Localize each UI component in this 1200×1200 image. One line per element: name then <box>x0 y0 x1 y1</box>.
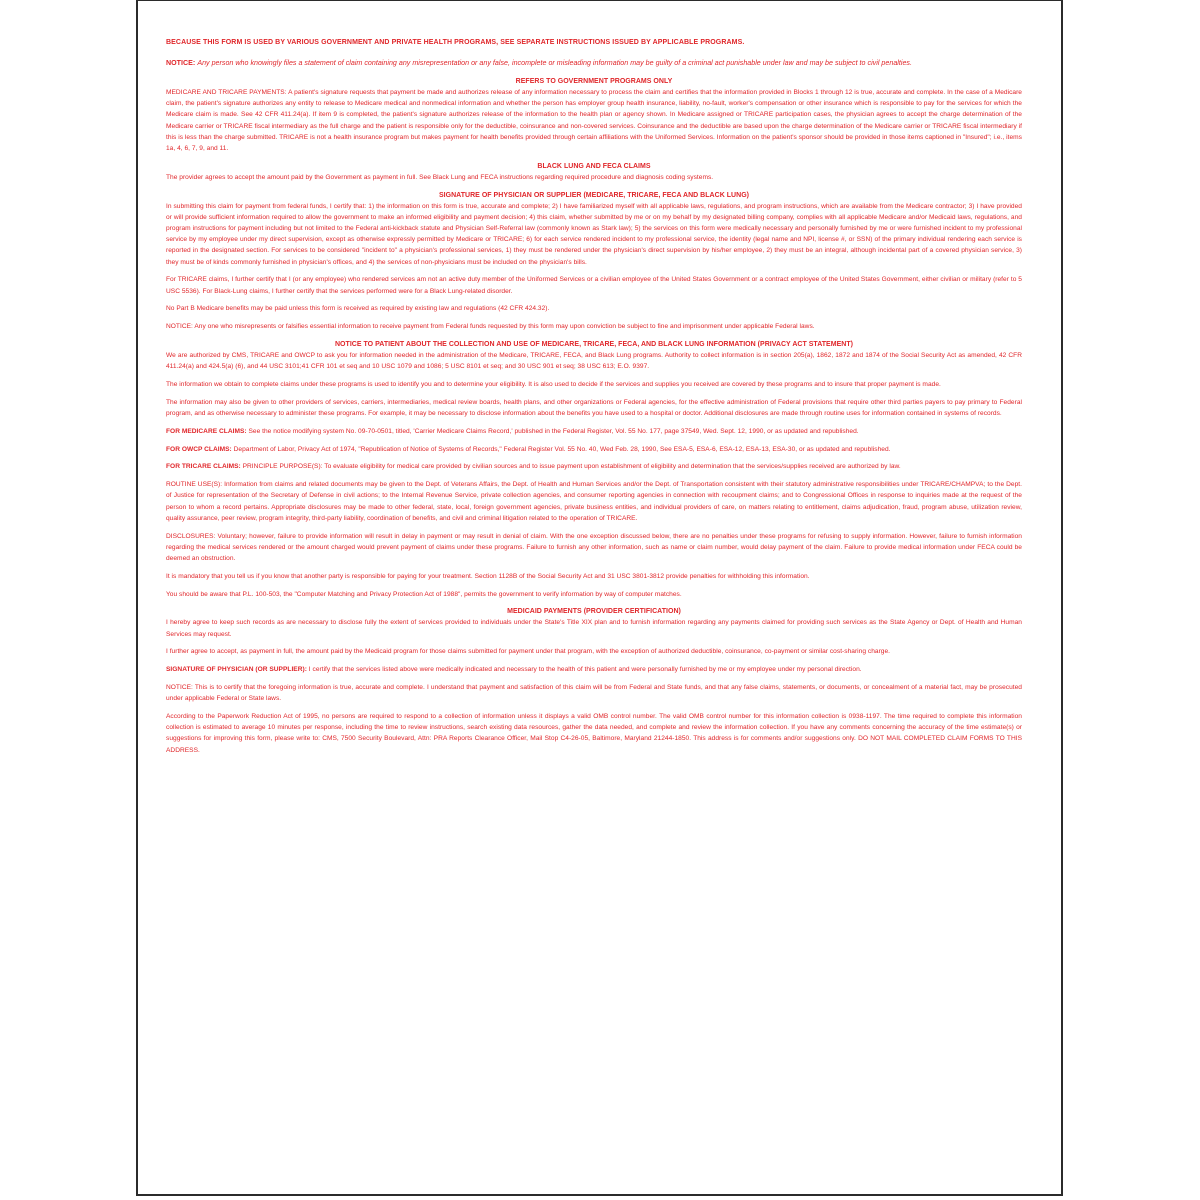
owcp-claims-text: Department of Labor, Privacy Act of 1974, "Republication of Notice of Systems of Records," Federal Register Vol. 55 No. 40, Wed Feb. 28, 1990, See ESA-5, ESA-6, ESA-12, ESA-13, ESA-30, or as updated and republished. <box>233 445 891 453</box>
top-notice-label: NOTICE: <box>166 59 196 68</box>
eligibility-para: The information we obtain to complete claims under these programs is used to identify you and to determine your eligibility. It is also used to decide if the services and supplies you received are covered by these programs and to insure that proper payment is made. <box>166 381 941 389</box>
medicare-claims-label: FOR MEDICARE CLAIMS: <box>166 427 247 435</box>
medicare-tricare-payments-para: MEDICARE AND TRICARE PAYMENTS: A patient's signature requests that payment be made and authorizes release of any information necessary to process the claim and certifies that the information provided in Blocks 1 through 12 is true, accurate and complete. In the case of a Medicare claim, the patient's signature authorizes any entity to release to Medicare medical and nonmedical information and whether the person has employer group health insurance, liability, no-fault, worker's compensation or other insurance which is responsible to pay for the services for which the Medicare claim is made. See 42 CFR 411.24(a). If item 9 is completed, the patient's signature authorizes release of the information to the health plan or agency shown. In Medicare assigned or TRICARE participation cases, the physician agrees to accept the charge determination of the Medicare carrier or TRICARE fiscal intermediary as the full charge and the patient is responsible only for the deductible, coinsurance and non-covered services. Coinsurance and the deductible are based upon the charge determination of the Medicare carrier or TRICARE fiscal intermediary if this is less than the charge submitted. TRICARE is not a health insurance program but makes payment for health benefits provided through certain affiliations with the Uniformed Services. Information on the patient's sponsor should be provided in those items captioned in "Insured"; i.e., items 1a, 4, 6, 7, 9, and 11. <box>166 89 1022 153</box>
mandatory-para: It is mandatory that you tell us if you know that another party is responsible for paying for your treatment. Section 1128B of the Social Security Act and 31 USC 3801-3812 provide penalties for withholding this information. <box>166 572 810 580</box>
disclosures-para: DISCLOSURES: Voluntary; however, failure to provide information will result in delay in payment or may result in denial of claim. With the one exception discussed below, there are no penalties under these programs for refusing to supply information. However, failure to furnish information regarding the medical services rendered or the amount charged would prevent payment of claims under these programs. Failure to furnish any other information, such as name or claim number, would delay payment of the claim. Failure to provide medical information under FECA could be deemed an obstruction. <box>166 532 1022 563</box>
medicare-claims-para <box>166 426 1022 437</box>
part-b-para: No Part B Medicare benefits may be paid unless this form is received as required by existing law and regulations (42 CFR 424.32). <box>166 305 550 313</box>
medicaid-records-para: I hereby agree to keep such records as are necessary to disclose fully the extent of services provided to individuals under the State's Title XIX plan and to furnish information regarding any payments claimed for providing such services as the State Agency or Dept. of Health and Human Services may request. <box>166 619 1022 638</box>
physician-signature-para <box>166 664 1022 675</box>
disclosure-providers-para: The information may also be given to other providers of services, carriers, intermediaries, medical review boards, health plans, and other organizations or Federal agencies, for the effective administration of Federal provisions that require other third parties payers to pay primary to Federal program, and as otherwise necessary to administer these programs. For example, it may be necessary to disclose information about the benefits you have used to a hospital or doctor. Additional disclosures are made through routine uses for information contained in systems of records. <box>166 398 1022 418</box>
owcp-claims-para <box>166 444 1022 455</box>
tricare-certification-para: For TRICARE claims, I further certify that I (or any employee) who rendered services am not an active duty member of the Uniformed Services or a civilian employee of the United States Government or a contract employee of the United States Government, either civilian or military (refer to 5 USC 5536). For Black-Lung claims, I further certify that the services performed were for a Black Lung-related disorder. <box>166 276 1022 295</box>
heading-signature-physician: SIGNATURE OF PHYSICIAN OR SUPPLIER (MEDICARE, TRICARE, FECA AND BLACK LUNG) <box>438 191 750 199</box>
paperwork-reduction-para: According to the Paperwork Reduction Act of 1995, no persons are required to respond to a collection of information unless it displays a valid OMB control number. The valid OMB control number for this information collection is 0938-1197. The time required to complete this information collection is estimated to average 10 minutes per response, including the time to review instructions, search existing data resources, gather the data needed, and complete and review the information collection. If you have any comments concerning the accuracy of the time estimate(s) or suggestions for improving this form, please write to: CMS, 7500 Security Boulevard, Attn: PRA Reports Clearance Officer, Mail Stop C4-26-05, Baltimore, Maryland 21244-1850. This address is for comments and/or suggestions only. DO NOT MAIL COMPLETED CLAIM FORMS TO THIS ADDRESS. <box>166 713 1022 754</box>
form-content <box>166 37 1022 762</box>
heading-privacy-act: NOTICE TO PATIENT ABOUT THE COLLECTION AND USE OF MEDICARE, TRICARE, FECA, AND BLACK LUNG INFORMATION (PRIVACY ACT STATEMENT) <box>334 341 854 349</box>
tricare-claims-label: FOR TRICARE CLAIMS: <box>166 463 241 471</box>
authority-para: We are authorized by CMS, TRICARE and OWCP to ask you for information needed in the administration of the Medicare, TRICARE, FECA, and Black Lung programs. Authority to collect information is in section 205(a), 1862, 1872 and 1874 of the Social Security Act as amended, 42 CFR 411.24(a) and 424.5(a) (6), and 44 USC 3101;41 CFR 101 et seq and 10 USC 1079 and 1086; 5 USC 8101 et seq; and 30 USC 901 et seq; 38 USC 613; E.O. 9397. <box>166 352 1022 371</box>
heading-medicaid: MEDICAID PAYMENTS (PROVIDER CERTIFICATION) <box>507 608 681 616</box>
misrepresentation-notice-para: NOTICE: Any one who misrepresents or falsifies essential information to receive payment from Federal funds requested by this form may upon conviction be subject to fine and imprisonment under applicable Federal laws. <box>166 323 815 331</box>
medicaid-notice-para: NOTICE: This is to certify that the foregoing information is true, accurate and complete. I understand that payment and satisfaction of this claim will be from Federal and State funds, and that any false claims, statements, or documents, or concealment of a material fact, may be prosecuted under applicable Federal or State laws. <box>166 684 1022 703</box>
instructions-banner: BECAUSE THIS FORM IS USED BY VARIOUS GOVERNMENT AND PRIVATE HEALTH PROGRAMS, SEE SEPARATE INSTRUCTIONS ISSUED BY APPLICABLE PROGRAMS. <box>166 39 745 46</box>
medicaid-payment-para: I further agree to accept, as payment in full, the amount paid by the Medicaid program for those claims submitted for payment under that program, with the exception of authorized deductible, coinsurance, co-payment or similar cost-sharing charge. <box>166 648 891 656</box>
tricare-claims-text: PRINCIPLE PURPOSE(S): To evaluate eligibility for medical care provided by civilian sources and to issue payment upon establishment of eligibility and determination that the services/supplies received are authorized by law. <box>242 463 901 471</box>
top-notice <box>166 58 1022 69</box>
top-notice-text: Any person who knowingly files a statement of claim containing any misrepresentation or any false, incomplete or misleading information may be guilty of a criminal act punishable under law and may be subject to civil penalties. <box>197 59 912 68</box>
computer-matching-para: You should be aware that P.L. 100-503, the "Computer Matching and Privacy Protection Act of 1988", permits the government to verify information by way of computer matches. <box>166 590 682 598</box>
medicare-claims-text: See the notice modifying system No. 09-70-0501, titled, 'Carrier Medicare Claims Record,' published in the Federal Register, Vol. 55 No. 177, page 37549, Wed. Sept. 12, 1990, or as updated and republished. <box>248 427 859 435</box>
tricare-claims-para <box>166 461 1022 472</box>
heading-black-lung: BLACK LUNG AND FECA CLAIMS <box>537 162 651 170</box>
routine-uses-para: ROUTINE USE(S): Information from claims and related documents may be given to the Dept. of Veterans Affairs, the Dept. of Health and Human Services and/or the Dept. of Transportation consistent with their statutory administrative responsibilities under TRICARE/CHAMPVA; to the Dept. of Justice for representation of the Secretary of Defense in civil actions; to the Internal Revenue Service, private collection agencies, and consumer reporting agencies in connection with recoupment claims; and to Congressional Offices in response to inquiries made at the request of the person to whom a record pertains. Appropriate disclosures may be made to other federal, state, local, foreign government agencies, private business entities, and individual providers of care, on matters relating to entitlement, claims adjudication, fraud, program abuse, utilization review, quality assurance, peer review, program integrity, third-party liability, coordination of benefits, and civil and criminal litigation related to the operation of TRICARE. <box>166 481 1022 522</box>
physician-signature-label: SIGNATURE OF PHYSICIAN (OR SUPPLIER): <box>166 666 307 674</box>
black-lung-para: The provider agrees to accept the amount paid by the Government as payment in full. See Black Lung and FECA instructions regarding required procedure and diagnosis coding systems. <box>166 173 714 181</box>
form-page <box>136 0 1063 1196</box>
certification-para: In submitting this claim for payment from federal funds, I certify that: 1) the information on this form is true, accurate and complete; 2) I have familiarized myself with all applicable laws, regulations, and program instructions, which are available from the Medicare contractor; 3) I have provided or will provide sufficient information required to allow the government to make an informed eligibility and payment decision; 4) this claim, whether submitted by me or on my behalf by my designated billing company, complies with all applicable Medicare and/or Medicaid laws, regulations, and program instructions for payment including but not limited to the Federal anti-kickback statute and Physician Self-Referral law (commonly known as Stark law); 5) the services on this form were medically necessary and personally furnished by me or were furnished incident to my professional service by my employee under my direct supervision, except as otherwise expressly permitted by Medicare or TRICARE; 6) for each service rendered incident to my professional service, the identity (legal name and NPI, license #, or SSN) of the primary individual rendering each service is reported in the designated section. For services to be considered "incident to" a physician's professional services, 1) they must be rendered under the physician's direct supervision by his/her employee, 2) they must be an integral, although incidental part of a covered physician service, 3) they must be of kinds commonly furnished in physician's offices, and 4) the services of non-physicians must be included on the physician's bills. <box>166 202 1022 266</box>
heading-government-programs: REFERS TO GOVERNMENT PROGRAMS ONLY <box>515 78 673 85</box>
physician-signature-text: I certify that the services listed above were medically indicated and necessary to the health of this patient and were personally furnished by me or my employee under my personal direction. <box>308 666 862 674</box>
owcp-claims-label: FOR OWCP CLAIMS: <box>166 445 232 453</box>
